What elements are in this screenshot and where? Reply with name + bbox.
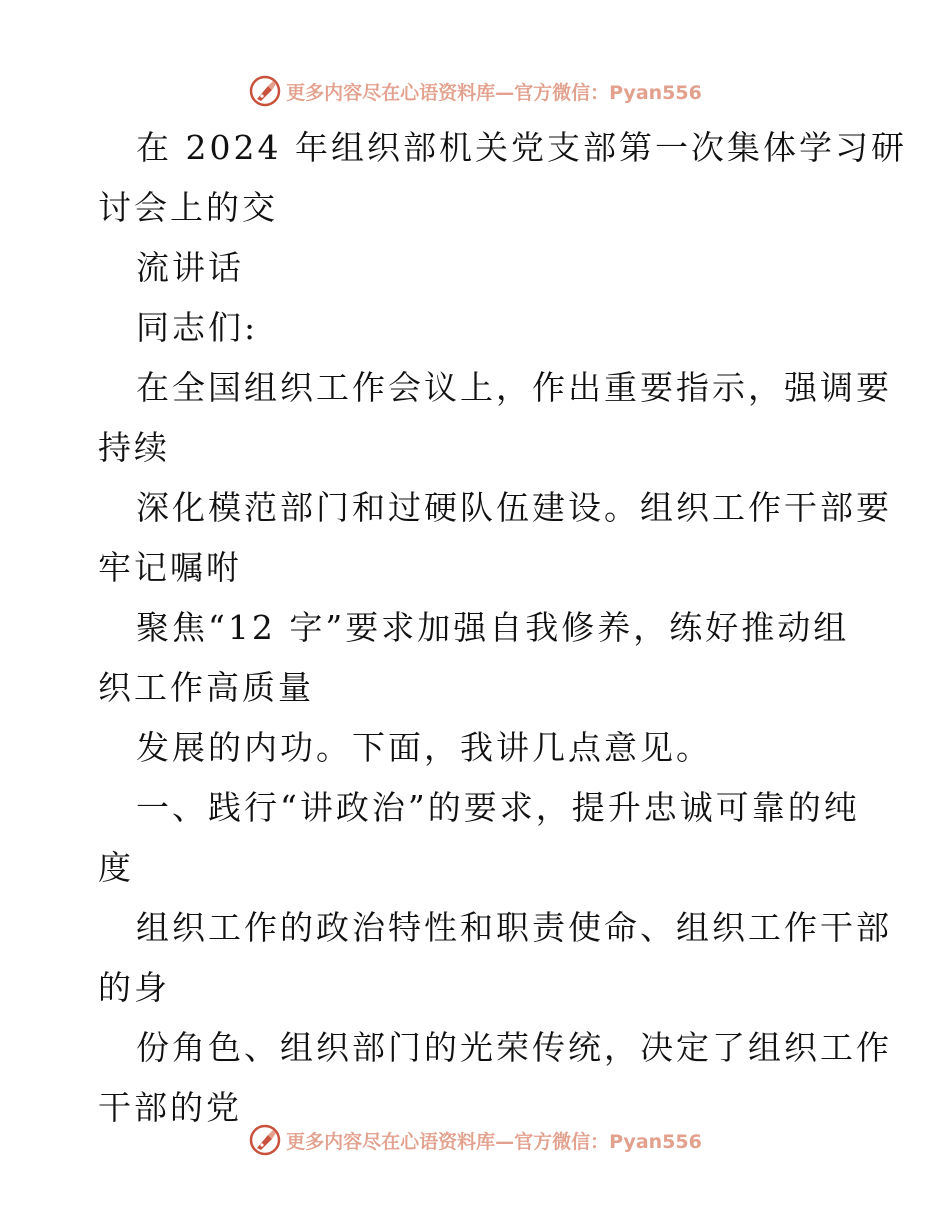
text-line: 织工作高质量 [98,668,314,707]
text-line: 深化模范部门和过硬队伍建设。组织工作干部要 [136,488,892,527]
header-watermark [0,71,950,111]
text-line: 在全国组织工作会议上，作出重要指示，强调要 [136,368,892,407]
text-line: 讨会上的交 [98,188,278,227]
text-line: 干部的党 [98,1088,242,1127]
pen-nib-seal-icon [248,74,282,108]
section-heading: 一、践行“讲政治”的要求，提升忠诚可靠的纯 [136,788,860,827]
text-line: 牢记嘱咐 [98,548,242,587]
text-line: 度 [98,848,134,887]
text-line: 发展的内功。下面，我讲几点意见。 [136,728,712,767]
watermark-text: 更多内容尽在心语资料库—官方微信：Pyan556 [286,1130,702,1153]
text-line: 聚焦“12 字”要求加强自我修养，练好推动组 [136,608,850,647]
footer-watermark [0,1120,950,1160]
watermark-text: 更多内容尽在心语资料库—官方微信：Pyan556 [286,81,702,104]
text-line: 组织工作的政治特性和职责使命、组织工作干部 [136,908,892,947]
pen-nib-seal-icon [248,1123,282,1157]
text-line: 流讲话 [136,248,244,287]
text-line: 份角色、组织部门的光荣传统，决定了组织工作 [136,1028,892,1067]
text-line: 的身 [98,968,170,1007]
text-line: 持续 [98,428,170,467]
text-line: 同志们: [136,308,259,347]
text-line: 在 2024 年组织部机关党支部第一次集体学习研 [136,128,907,167]
document-body [98,118,907,1138]
